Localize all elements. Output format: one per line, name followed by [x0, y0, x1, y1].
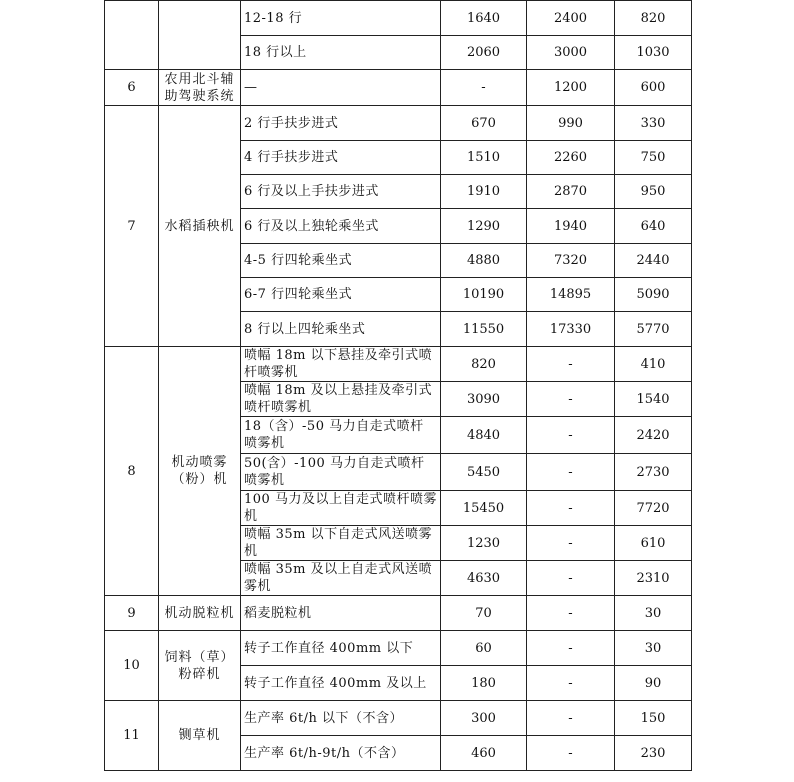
spec-cell: 转子工作直径 400mm 以下	[241, 631, 441, 666]
machine-category: 铡草机	[159, 701, 241, 771]
value-cell-1: 1910	[441, 175, 527, 209]
value-cell-3: 1540	[615, 382, 692, 417]
spec-cell: 喷幅 35m 以下自走式风送喷雾机	[241, 526, 441, 561]
value-cell-2: 2870	[527, 175, 615, 209]
value-cell-1: 2060	[441, 36, 527, 70]
value-cell-2: -	[527, 382, 615, 417]
table-row	[105, 106, 692, 141]
subsidy-table-body	[105, 1, 692, 771]
table-row	[105, 70, 692, 106]
table-row	[105, 631, 692, 666]
value-cell-1: 4840	[441, 417, 527, 454]
value-cell-2: 14895	[527, 278, 615, 312]
spec-cell: 6-7 行四轮乘坐式	[241, 278, 441, 312]
value-cell-3: 230	[615, 736, 692, 771]
value-cell-2: -	[527, 666, 615, 701]
value-cell-1: -	[441, 70, 527, 106]
spec-cell: 转子工作直径 400mm 及以上	[241, 666, 441, 701]
spec-cell: 4-5 行四轮乘坐式	[241, 244, 441, 278]
machine-category: 机动脱粒机	[159, 596, 241, 631]
spec-cell: 稻麦脱粒机	[241, 596, 441, 631]
value-cell-2: -	[527, 491, 615, 526]
value-cell-3: 2440	[615, 244, 692, 278]
value-cell-1: 15450	[441, 491, 527, 526]
spec-cell: 18（含）-50 马力自走式喷杆喷雾机	[241, 417, 441, 454]
value-cell-2: -	[527, 347, 615, 382]
value-cell-1: 820	[441, 347, 527, 382]
machine-category: 机动喷雾（粉）机	[159, 347, 241, 596]
spec-cell: 50(含）-100 马力自走式喷杆喷雾机	[241, 454, 441, 491]
row-number: 10	[105, 631, 159, 701]
spec-cell: 喷幅 18m 以下悬挂及牵引式喷杆喷雾机	[241, 347, 441, 382]
value-cell-2: -	[527, 561, 615, 596]
value-cell-2: 3000	[527, 36, 615, 70]
value-cell-3: 750	[615, 141, 692, 175]
value-cell-3: 2730	[615, 454, 692, 491]
value-cell-2: -	[527, 701, 615, 736]
value-cell-2: 990	[527, 106, 615, 141]
value-cell-1: 10190	[441, 278, 527, 312]
value-cell-1: 460	[441, 736, 527, 771]
value-cell-3: 610	[615, 526, 692, 561]
machine-category: 农用北斗辅助驾驶系统	[159, 70, 241, 106]
spec-cell: 生产率 6t/h-9t/h（不含）	[241, 736, 441, 771]
spec-cell: 喷幅 35m 及以上自走式风送喷雾机	[241, 561, 441, 596]
row-number: 6	[105, 70, 159, 106]
value-cell-3: 5770	[615, 312, 692, 347]
spec-cell: 6 行及以上手扶步进式	[241, 175, 441, 209]
value-cell-1: 1230	[441, 526, 527, 561]
spec-cell: 喷幅 18m 及以上悬挂及牵引式喷杆喷雾机	[241, 382, 441, 417]
value-cell-3: 950	[615, 175, 692, 209]
value-cell-3: 150	[615, 701, 692, 736]
value-cell-1: 1290	[441, 209, 527, 244]
table-row	[105, 596, 692, 631]
value-cell-3: 30	[615, 596, 692, 631]
spec-cell: 12-18 行	[241, 1, 441, 36]
value-cell-1: 1640	[441, 1, 527, 36]
value-cell-2: -	[527, 596, 615, 631]
value-cell-1: 11550	[441, 312, 527, 347]
table-row	[105, 701, 692, 736]
value-cell-2: -	[527, 454, 615, 491]
row-number: 9	[105, 596, 159, 631]
machine-category	[159, 1, 241, 70]
value-cell-2: 2260	[527, 141, 615, 175]
subsidy-table	[104, 0, 692, 771]
value-cell-3: 410	[615, 347, 692, 382]
spec-cell: 6 行及以上独轮乘坐式	[241, 209, 441, 244]
value-cell-3: 5090	[615, 278, 692, 312]
spec-cell: 18 行以上	[241, 36, 441, 70]
value-cell-2: -	[527, 736, 615, 771]
table-row	[105, 1, 692, 36]
value-cell-3: 640	[615, 209, 692, 244]
value-cell-1: 4880	[441, 244, 527, 278]
machine-category: 水稻插秧机	[159, 106, 241, 347]
value-cell-3: 820	[615, 1, 692, 36]
value-cell-1: 180	[441, 666, 527, 701]
spec-cell: 8 行以上四轮乘坐式	[241, 312, 441, 347]
value-cell-3: 330	[615, 106, 692, 141]
value-cell-3: 90	[615, 666, 692, 701]
value-cell-1: 60	[441, 631, 527, 666]
spec-cell: 100 马力及以上自走式喷杆喷雾机	[241, 491, 441, 526]
value-cell-1: 1510	[441, 141, 527, 175]
row-number: 7	[105, 106, 159, 347]
value-cell-2: -	[527, 417, 615, 454]
value-cell-3: 1030	[615, 36, 692, 70]
value-cell-1: 300	[441, 701, 527, 736]
value-cell-3: 7720	[615, 491, 692, 526]
value-cell-1: 70	[441, 596, 527, 631]
value-cell-3: 30	[615, 631, 692, 666]
value-cell-2: 17330	[527, 312, 615, 347]
spec-cell: —	[241, 70, 441, 106]
value-cell-2: 1200	[527, 70, 615, 106]
table-row	[105, 347, 692, 382]
value-cell-2: 7320	[527, 244, 615, 278]
row-number: 8	[105, 347, 159, 596]
value-cell-1: 3090	[441, 382, 527, 417]
value-cell-2: 1940	[527, 209, 615, 244]
value-cell-2: -	[527, 526, 615, 561]
row-number	[105, 1, 159, 70]
value-cell-1: 670	[441, 106, 527, 141]
value-cell-3: 2420	[615, 417, 692, 454]
spec-cell: 4 行手扶步进式	[241, 141, 441, 175]
spec-cell: 2 行手扶步进式	[241, 106, 441, 141]
value-cell-1: 4630	[441, 561, 527, 596]
row-number: 11	[105, 701, 159, 771]
value-cell-2: -	[527, 631, 615, 666]
value-cell-3: 600	[615, 70, 692, 106]
value-cell-2: 2400	[527, 1, 615, 36]
machine-category: 饲料（草）粉碎机	[159, 631, 241, 701]
spec-cell: 生产率 6t/h 以下（不含）	[241, 701, 441, 736]
value-cell-1: 5450	[441, 454, 527, 491]
value-cell-3: 2310	[615, 561, 692, 596]
